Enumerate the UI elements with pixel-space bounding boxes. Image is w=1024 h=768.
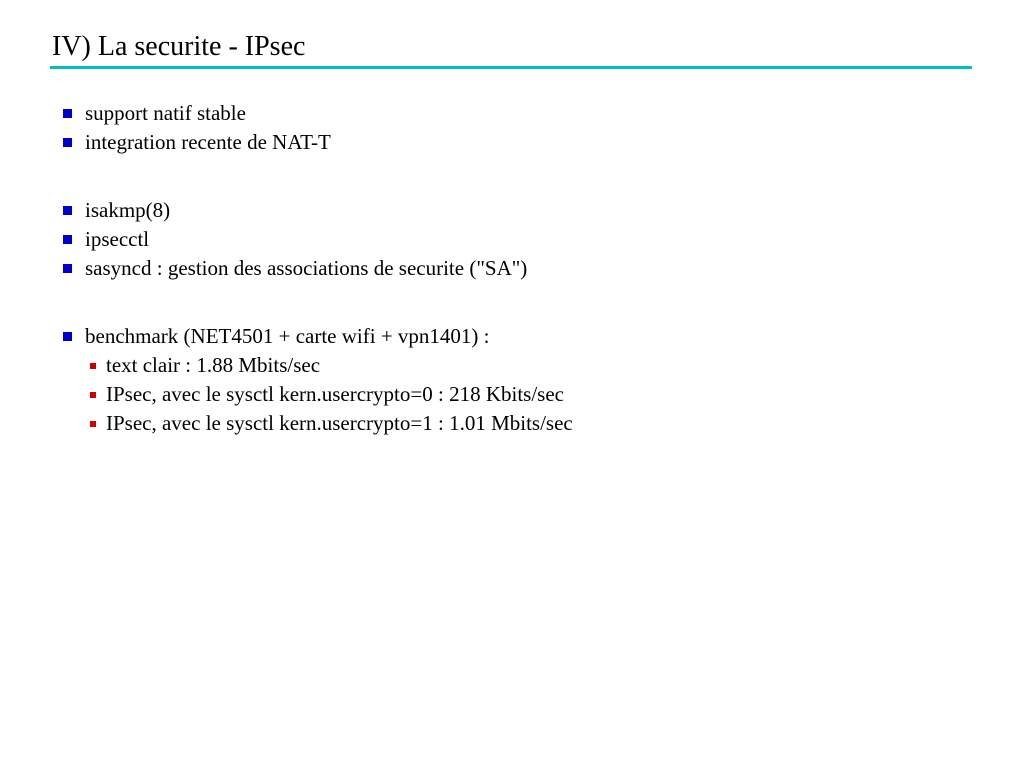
sub-bullet-item	[90, 380, 993, 409]
sub-bullet-item-text: IPsec, avec le sysctl kern.usercrypto=0 : 218 Kbits/sec	[106, 382, 564, 406]
square-bullet-icon	[63, 235, 72, 244]
bullet-item	[63, 322, 993, 351]
square-bullet-icon	[63, 138, 72, 147]
bullet-group	[63, 196, 993, 283]
bullet-item	[63, 99, 993, 128]
slide-body	[63, 99, 993, 477]
square-bullet-icon	[63, 332, 72, 341]
square-sub-bullet-icon	[90, 421, 96, 427]
bullet-item	[63, 196, 993, 225]
square-sub-bullet-icon	[90, 392, 96, 398]
bullet-group	[63, 99, 993, 157]
sub-bullet-item	[90, 409, 993, 438]
bullet-group	[63, 322, 993, 438]
sub-bullet-item-text: IPsec, avec le sysctl kern.usercrypto=1 : 1.01 Mbits/sec	[106, 411, 573, 435]
square-bullet-icon	[63, 109, 72, 118]
sub-bullet-item	[90, 351, 993, 380]
square-sub-bullet-icon	[90, 363, 96, 369]
sub-bullet-item-text: text clair : 1.88 Mbits/sec	[106, 353, 321, 377]
square-bullet-icon	[63, 206, 72, 215]
bullet-item-text: sasyncd : gestion des associations de securite ("SA")	[85, 256, 528, 280]
bullet-item	[63, 225, 993, 254]
bullet-item	[63, 128, 993, 157]
bullet-item-text: ipsecctl	[85, 227, 150, 251]
bullet-item-text: benchmark (NET4501 + carte wifi + vpn1401) :	[85, 324, 490, 348]
page-title: IV) La securite - IPsec	[52, 31, 306, 62]
bullet-item	[63, 254, 993, 283]
bullet-item-text: support natif stable	[85, 101, 246, 125]
square-bullet-icon	[63, 264, 72, 273]
bullet-item-text: integration recente de NAT-T	[85, 130, 331, 154]
title-underline-rule	[50, 66, 972, 69]
bullet-item-text: isakmp(8)	[85, 198, 171, 222]
